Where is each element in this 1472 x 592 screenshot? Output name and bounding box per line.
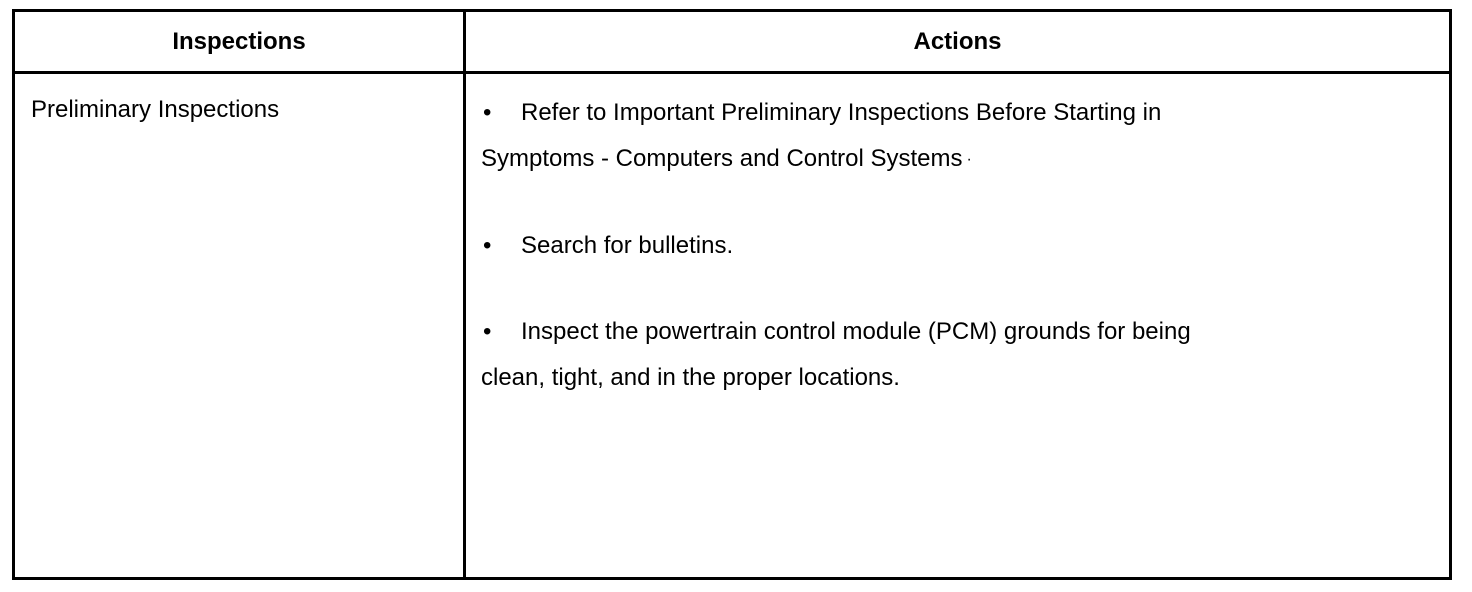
action-line	[481, 355, 1381, 401]
action-item	[481, 223, 1381, 269]
action-text: Search for bulletins.	[521, 231, 734, 259]
action-line	[481, 136, 1381, 183]
bullet-icon: •	[483, 317, 492, 345]
actions-cell	[481, 90, 1381, 441]
inspection-table	[12, 9, 1452, 580]
bullet-icon: •	[483, 99, 492, 126]
action-item	[481, 309, 1381, 401]
trailing-mark: ·	[966, 150, 972, 168]
header-inspections: Inspections	[172, 27, 306, 55]
inspection-cell: Preliminary Inspections	[31, 96, 280, 123]
header-divider	[15, 71, 1449, 74]
action-text: clean, tight, and in the proper locations.	[481, 363, 900, 391]
column-divider	[463, 12, 466, 577]
action-text: Refer to Important Preliminary Inspections Before Starting in	[521, 99, 1162, 126]
action-line	[481, 90, 1381, 136]
action-item	[481, 90, 1381, 183]
action-line	[481, 223, 1381, 269]
header-actions: Actions	[913, 27, 1002, 55]
bullet-icon: •	[483, 231, 492, 259]
action-text: Inspect the powertrain control module (PCM) grounds for being	[521, 317, 1191, 345]
action-line	[481, 309, 1381, 355]
action-text: Symptoms - Computers and Control Systems	[481, 145, 963, 172]
